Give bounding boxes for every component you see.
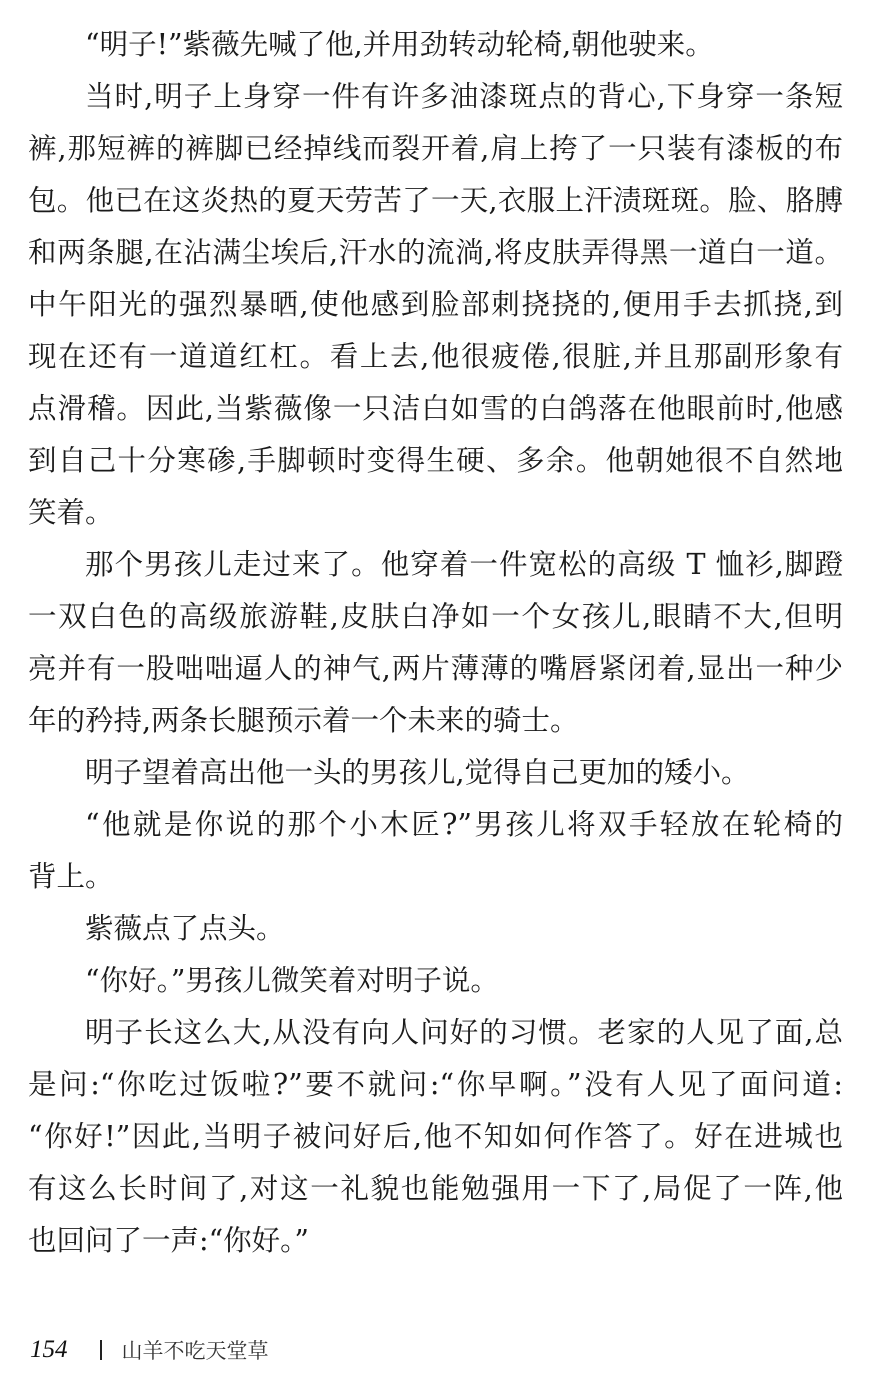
- text-line: 紫薇点了点头。: [85, 912, 285, 945]
- text-line: 年的矜持,两条长腿预示着一个未来的骑士。: [28, 704, 579, 737]
- text-line: “你好!”因此,当明子被问好后,他不知如何作答了。好在进城也: [28, 1120, 843, 1153]
- body-text: [28, 19, 843, 1267]
- text-line: 有这么长时间了,对这一礼貌也能勉强用一下了,局促了一阵,他: [28, 1172, 843, 1205]
- page-number: 154: [30, 1336, 68, 1363]
- text-line: 中午阳光的强烈暴晒,使他感到脸部刺挠挠的,便用手去抓挠,到: [28, 288, 843, 321]
- paragraph: [28, 19, 843, 71]
- text-line: 背上。: [28, 860, 114, 893]
- text-line: 一双白色的高级旅游鞋,皮肤白净如一个女孩儿,眼睛不大,但明: [28, 600, 843, 633]
- text-line: 裤,那短裤的裤脚已经掉线而裂开着,肩上挎了一只装有漆板的布: [28, 132, 843, 165]
- text-line: 包。他已在这炎热的夏天劳苦了一天,衣服上汗渍斑斑。脸、胳膊: [28, 184, 843, 217]
- text-line: 现在还有一道道红杠。看上去,他很疲倦,很脏,并且那副形象有: [28, 340, 843, 373]
- text-line: 笑着。: [28, 496, 114, 529]
- page-footer: [30, 1332, 269, 1368]
- paragraph: [28, 955, 843, 1007]
- paragraph: [28, 903, 843, 955]
- paragraph: [28, 71, 843, 539]
- text-line: “你好。”男孩儿微笑着对明子说。: [85, 964, 499, 997]
- paragraph: [28, 747, 843, 799]
- text-line: “他就是你说的那个小木匠?”男孩儿将双手轻放在轮椅的: [85, 808, 843, 841]
- text-line: 也回问了一声:“你好。”: [28, 1224, 309, 1257]
- text-line: 和两条腿,在沾满尘埃后,汗水的流淌,将皮肤弄得黑一道白一道。: [28, 236, 843, 269]
- footer-divider: [100, 1340, 102, 1360]
- text-line: 明子长这么大,从没有向人问好的习惯。老家的人见了面,总: [85, 1016, 843, 1049]
- text-line: 当时,明子上身穿一件有许多油漆斑点的背心,下身穿一条短: [85, 80, 843, 113]
- text-line: 是问:“你吃过饭啦?”要不就问:“你早啊。”没有人见了面问道:: [28, 1068, 843, 1101]
- text-line: 那个男孩儿走过来了。他穿着一件宽松的高级 T 恤衫,脚蹬: [85, 548, 843, 581]
- text-line: 点滑稽。因此,当紫薇像一只洁白如雪的白鸽落在他眼前时,他感: [28, 392, 843, 425]
- text-line: “明子!”紫薇先喊了他,并用劲转动轮椅,朝他驶来。: [85, 28, 714, 61]
- text-line: 亮并有一股咄咄逼人的神气,两片薄薄的嘴唇紧闭着,显出一种少: [28, 652, 843, 685]
- text-line: 明子望着高出他一头的男孩儿,觉得自己更加的矮小。: [85, 756, 750, 789]
- paragraph: [28, 799, 843, 903]
- paragraph: [28, 1007, 843, 1267]
- text-line: 到自己十分寒碜,手脚顿时变得生硬、多余。他朝她很不自然地: [28, 444, 843, 477]
- paragraph: [28, 539, 843, 747]
- book-title: 山羊不吃天堂草: [121, 1339, 269, 1363]
